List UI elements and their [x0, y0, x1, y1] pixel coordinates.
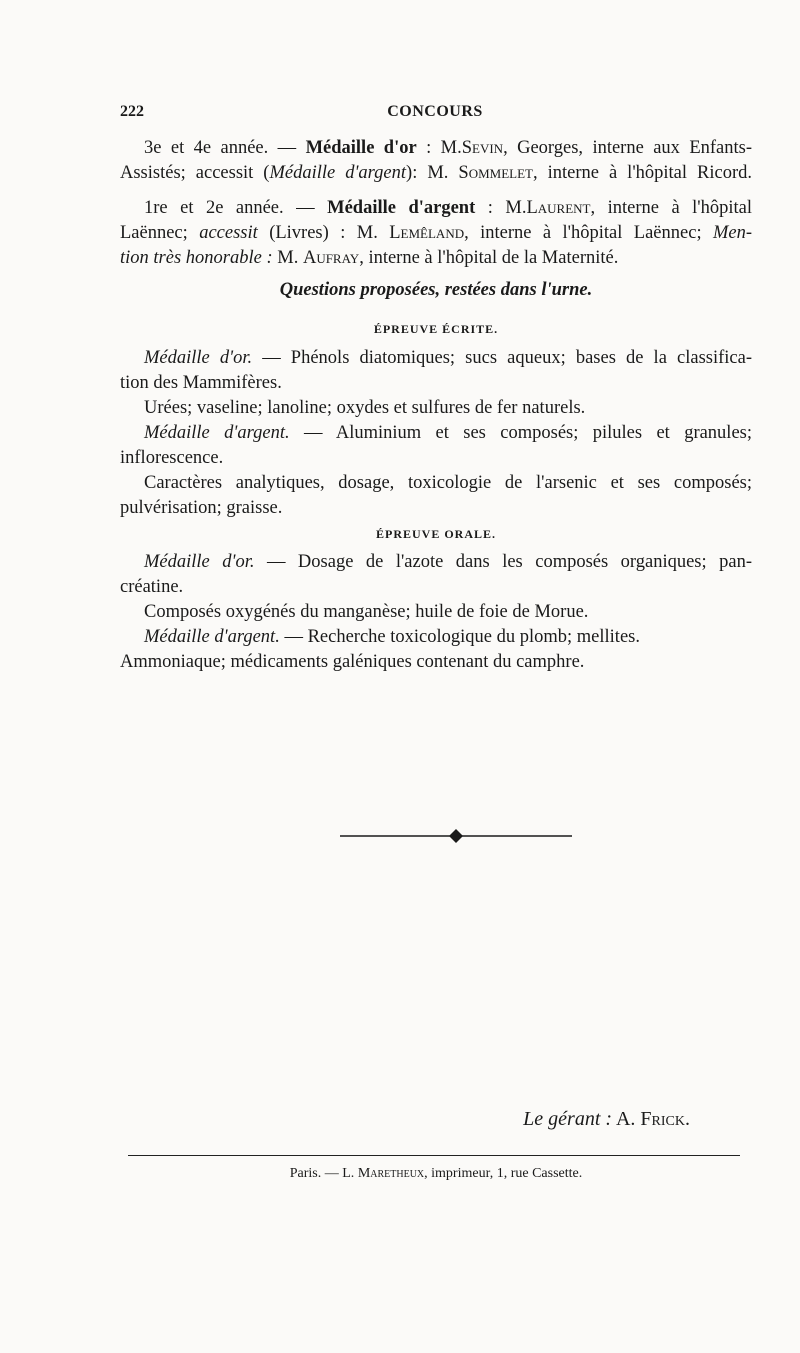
- medal-label: Médaille d'argent: [269, 163, 407, 183]
- footer-rule: [128, 1155, 740, 1156]
- medal-label: Médaille d'or.: [144, 348, 253, 368]
- person-name: Laurent: [526, 198, 591, 218]
- results-section: [120, 136, 752, 271]
- gerant-signature: Le gérant : A. Frick.: [523, 1108, 690, 1130]
- person-name: Aufray: [302, 248, 360, 268]
- page-header: [120, 103, 750, 127]
- page-number: 222: [120, 103, 144, 120]
- result-paragraph-line: Assistés; accessit (Médaille d'argent): M. Sommelet, interne à l'hôpital Ricord.: [120, 163, 752, 183]
- written-exam-title: ÉPREUVE ÉCRITE.: [373, 322, 499, 336]
- medal-label: Médaille d'argent: [327, 198, 476, 218]
- printer-imprint: Paris. — L. Maretheux, imprimeur, 1, rue Cassette.: [289, 1166, 583, 1181]
- person-name: Sevin: [461, 138, 504, 158]
- person-name: Frick: [640, 1108, 685, 1130]
- medal-label: Médaille d'argent.: [144, 423, 290, 443]
- person-name: Lemêland: [389, 223, 465, 243]
- result-paragraph-line: 1re et 2e année. — Médaille d'argent : M.Laurent, interne à l'hôpital: [144, 198, 752, 218]
- oral-exam-title: ÉPREUVE ORALE.: [375, 527, 496, 541]
- medal-label: Médaille d'or: [305, 138, 417, 158]
- result-paragraph-line: tion très honorable : M. Aufray, interne à l'hôpital de la Maternité.: [120, 248, 619, 268]
- questions-heading: Questions proposées, restées dans l'urne.: [279, 280, 593, 300]
- running-title: CONCOURS: [387, 103, 483, 120]
- person-name: Maretheux: [357, 1166, 425, 1181]
- result-paragraph-line: 3e et 4e année. — Médaille d'or : M.Sevin, Georges, interne aux Enfants-: [144, 138, 752, 158]
- medal-label: Médaille d'or.: [144, 552, 255, 572]
- written-exam-section: Médaille d'or. — Phénols diatomiques; sucs aqueux; bases de la classifica- tion des Mammifères. Urées; vaseline; lanoline; oxydes et sulfures de fer naturels. Médaille d'argent. — Aluminium et ses composés; pilules et granules; inflorescence. Caractères analytiques, dosage, toxicologie de l'arsenic et ses composés; pulvérisation; graisse.: [120, 348, 753, 518]
- result-paragraph-line: Laënnec; accessit (Livres) : M. Lemêland, interne à l'hôpital Laënnec; Men-: [120, 223, 753, 243]
- person-name: Sommelet: [458, 163, 533, 183]
- diamond-rule-ornament: [340, 826, 572, 846]
- oral-exam-section: Médaille d'or. — Dosage de l'azote dans les composés organiques; pan- créatine. Composés oxygénés du manganèse; huile de foie de Morue. Médaille d'argent. — Recherche toxicologique du plomb; mellites. Ammoniaque; médicaments galéniques contenant du camphre.: [120, 552, 753, 672]
- medal-label: Médaille d'argent.: [144, 627, 280, 647]
